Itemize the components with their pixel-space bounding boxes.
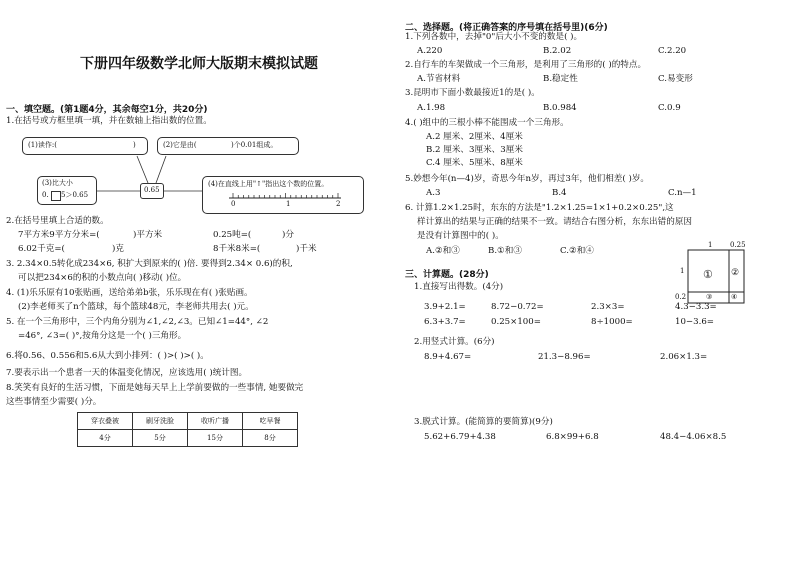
figure-region-3: ③ [706,293,713,301]
section-2-title: 二、选择题。(将正确答案的序号填在括号里)(6分) [405,23,608,33]
table-cell: 8分 [243,430,298,447]
section-3-title: 三、计算题。(28分) [405,270,489,280]
compare-blank-square[interactable] [51,191,61,201]
diagram-center-number-text: 0.65 [144,186,160,194]
table-row [78,413,298,430]
table-cell: 15分 [188,430,243,447]
table-row [78,430,298,447]
q2-line2-a: 6.02千克=( [18,244,65,254]
r4-option-a[interactable]: A.2 厘米、2厘米、4厘米 [426,132,523,142]
c2-item: 2.06×1.3= [660,352,708,362]
c3-text: 3.脱式计算。(能简算的要简算)(9分) [414,417,553,427]
table-header-cell: 刷牙洗脸 [133,413,188,430]
r1-option-c[interactable]: C.2.20 [658,46,687,56]
r1-text: 1.下列各数中，去掉"0"后大小不变的数是( )。 [405,32,583,42]
c1-item: 3.9+2.1= [424,302,466,312]
r2-text: 2.自行车的车架做成一个三角形，是利用了三角形的( )的特点。 [405,60,647,70]
q5-line2: =46°, ∠3=( )°,按角分这是一个( )三角形。 [18,331,187,341]
table-header-cell: 收听广播 [188,413,243,430]
c2-text: 2.用竖式计算。(6分) [414,337,495,347]
table-header-cell: 吃早餐 [243,413,298,430]
q7-text: 7.要表示出一个患者一天的体温变化情况，应该选用( )统计图。 [6,368,248,378]
r3-option-b[interactable]: B.0.984 [543,103,577,113]
diagram-box-compare-prefix: 0. [42,191,49,199]
q2-line1-a: 7平方米9平方分米=( [18,230,100,240]
r2-option-a[interactable]: A.节省材料 [417,74,461,84]
q4-line1: 4. (1)乐乐原有10张贴画，送给弟弟b张，乐乐现在有( )张贴画。 [6,288,253,298]
tick-label-0: 0 [231,200,236,208]
diagram-box-read-label: (1)读作:( [28,141,58,149]
r4-text: 4.( )组中的三根小棒不能围成一个三角形。 [405,118,569,128]
q4-line2: (2)李老师买了n个篮球，每个篮球48元，李老师共用去( )元。 [18,302,254,312]
tick-label-2: 2 [336,200,341,208]
r6-line1: 6. 计算1.2×1.25时，东东的方法是"1.2×1.25=1×1+0.2×0.25",这 [405,203,674,213]
r3-option-a[interactable]: A.1.98 [417,103,446,113]
r1-option-b[interactable]: B.2.02 [543,46,572,56]
c2-item: 8.9+4.67= [424,352,472,362]
c1-item: 10−3.6= [675,317,715,327]
r5-option-a[interactable]: A.3 [426,188,441,198]
q2-line2-b: )克 [112,244,124,254]
q2-line2-d: )千米 [296,244,317,254]
figure-left-label-1: 1 [680,267,685,275]
q3-line1: 3. 2.34×0.5转化成234×6, 积扩大到原来的( )倍. 要得到2.34× 0.6)的积, [6,259,293,269]
diagram-box-numberline-label: (4)在直线上用"↑"指出这个数的位置。 [208,180,329,188]
c1-item: 8.72−0.72= [491,302,544,312]
page-title: 下册四年级数学北师大版期末模拟试题 [80,56,318,72]
q2-line2-c: 8千米8米=( [213,244,261,254]
figure-top-label-025: 0.25 [730,241,746,249]
c2-item: 21.3−8.96= [538,352,591,362]
r6-option-a[interactable]: A.②和③ [426,246,460,256]
q1-text: 1.在括号或方框里填一填，并在数轴上指出数的位置。 [6,116,212,126]
r4-option-c[interactable]: C.4 厘米、5厘米、8厘米 [426,158,523,168]
q8-line2: 这些事情至少需要( )分。 [6,397,102,407]
r3-text: 3.昆明市下面小数最接近1的是( )。 [405,88,540,98]
diagram-box-composed-label: (2)它是由( [163,141,197,149]
figure-region-1: ① [703,268,713,281]
r5-text: 5.妙想今年(n—4)岁，奇思今年n岁，再过3年，他们相差( )岁。 [405,174,650,184]
c1-item: 0.25×100= [491,317,541,327]
figure-left-label-02: 0.2 [675,293,687,301]
q3-line2: 可以把234×6的积的小数点向( )移动( )位。 [18,273,187,283]
r3-option-c[interactable]: C.0.9 [658,103,681,113]
q2-line1-c: 0.25吨=( [213,230,252,240]
r5-option-b[interactable]: B.4 [552,188,567,198]
r4-option-b[interactable]: B.2 厘米、3厘米、3厘米 [426,145,523,155]
q2-line1-d: )分 [282,230,294,240]
figure-region-4: ④ [731,293,738,301]
q5-line1: 5. 在一个三角形中，三个内角分别为∠1,∠2,∠3。已知∠1=44°, ∠2 [6,317,269,327]
figure-top-label-1: 1 [708,241,713,249]
q2-line1-b: )平方米 [133,230,163,240]
r2-option-b[interactable]: B.稳定性 [543,74,578,84]
table-cell: 4分 [78,430,133,447]
r6-line2: 样计算出的结果与正确的结果不一致。请结合右图分析，东东出错的原因 [417,217,693,227]
tick-label-1: 1 [286,200,291,208]
c1-item: 2.3×3= [591,302,625,312]
diagram-box-composed-tail: )个0.01组成。 [231,141,278,149]
diagram-box-numberline [202,176,364,214]
diagram-connector-lines [0,0,300,90]
diagram-center-number [140,183,164,199]
c1-item: 6.3+3.7= [424,317,466,327]
diagram-box-composed [157,137,299,155]
c1-text: 1.直接写出得数。(4分) [414,282,504,292]
diagram-box-read-close: ) [133,141,136,149]
r6-option-c[interactable]: C.②和④ [560,246,594,256]
q6-text: 6.将0.56、0.556和5.6从大到小排列：( )>( )>( )。 [6,351,209,361]
c1-item: 4.3−3.3= [675,302,717,312]
figure-region-2: ② [731,268,740,278]
diagram-box-compare-label: (3)比大小 [42,179,73,187]
table-cell: 5分 [133,430,188,447]
r6-line3: 是没有计算图中的( )。 [417,231,504,241]
diagram-box-read [22,137,148,155]
numberline-ticks [233,193,338,198]
q2-text: 2.在括号里填上合适的数。 [6,216,109,226]
table-header-cell: 穿衣叠被 [78,413,133,430]
q8-line1: 8.笑笑有良好的生活习惯，下面是她每天早上上学前要做的一些事情, 她要做完 [6,383,304,393]
r6-option-b[interactable]: B.①和③ [488,246,522,256]
r5-option-c[interactable]: C.n—1 [668,188,697,198]
c1-item: 8÷1000= [591,317,633,327]
c3-item: 6.8×99+6.8 [546,432,599,442]
diagram-box-compare [37,176,97,205]
diagram-box-compare-value: 5＞0.65 [61,191,89,199]
c3-item: 5.62+6.79+4.38 [424,432,496,442]
activity-table [77,412,298,447]
section-1-title: 一、填空题。(第1题4分，其余每空1分，共20分) [6,105,208,115]
r2-option-c[interactable]: C.易变形 [658,74,693,84]
c3-item: 48.4−4.06×8.5 [660,432,727,442]
r1-option-a[interactable]: A.220 [417,46,443,56]
